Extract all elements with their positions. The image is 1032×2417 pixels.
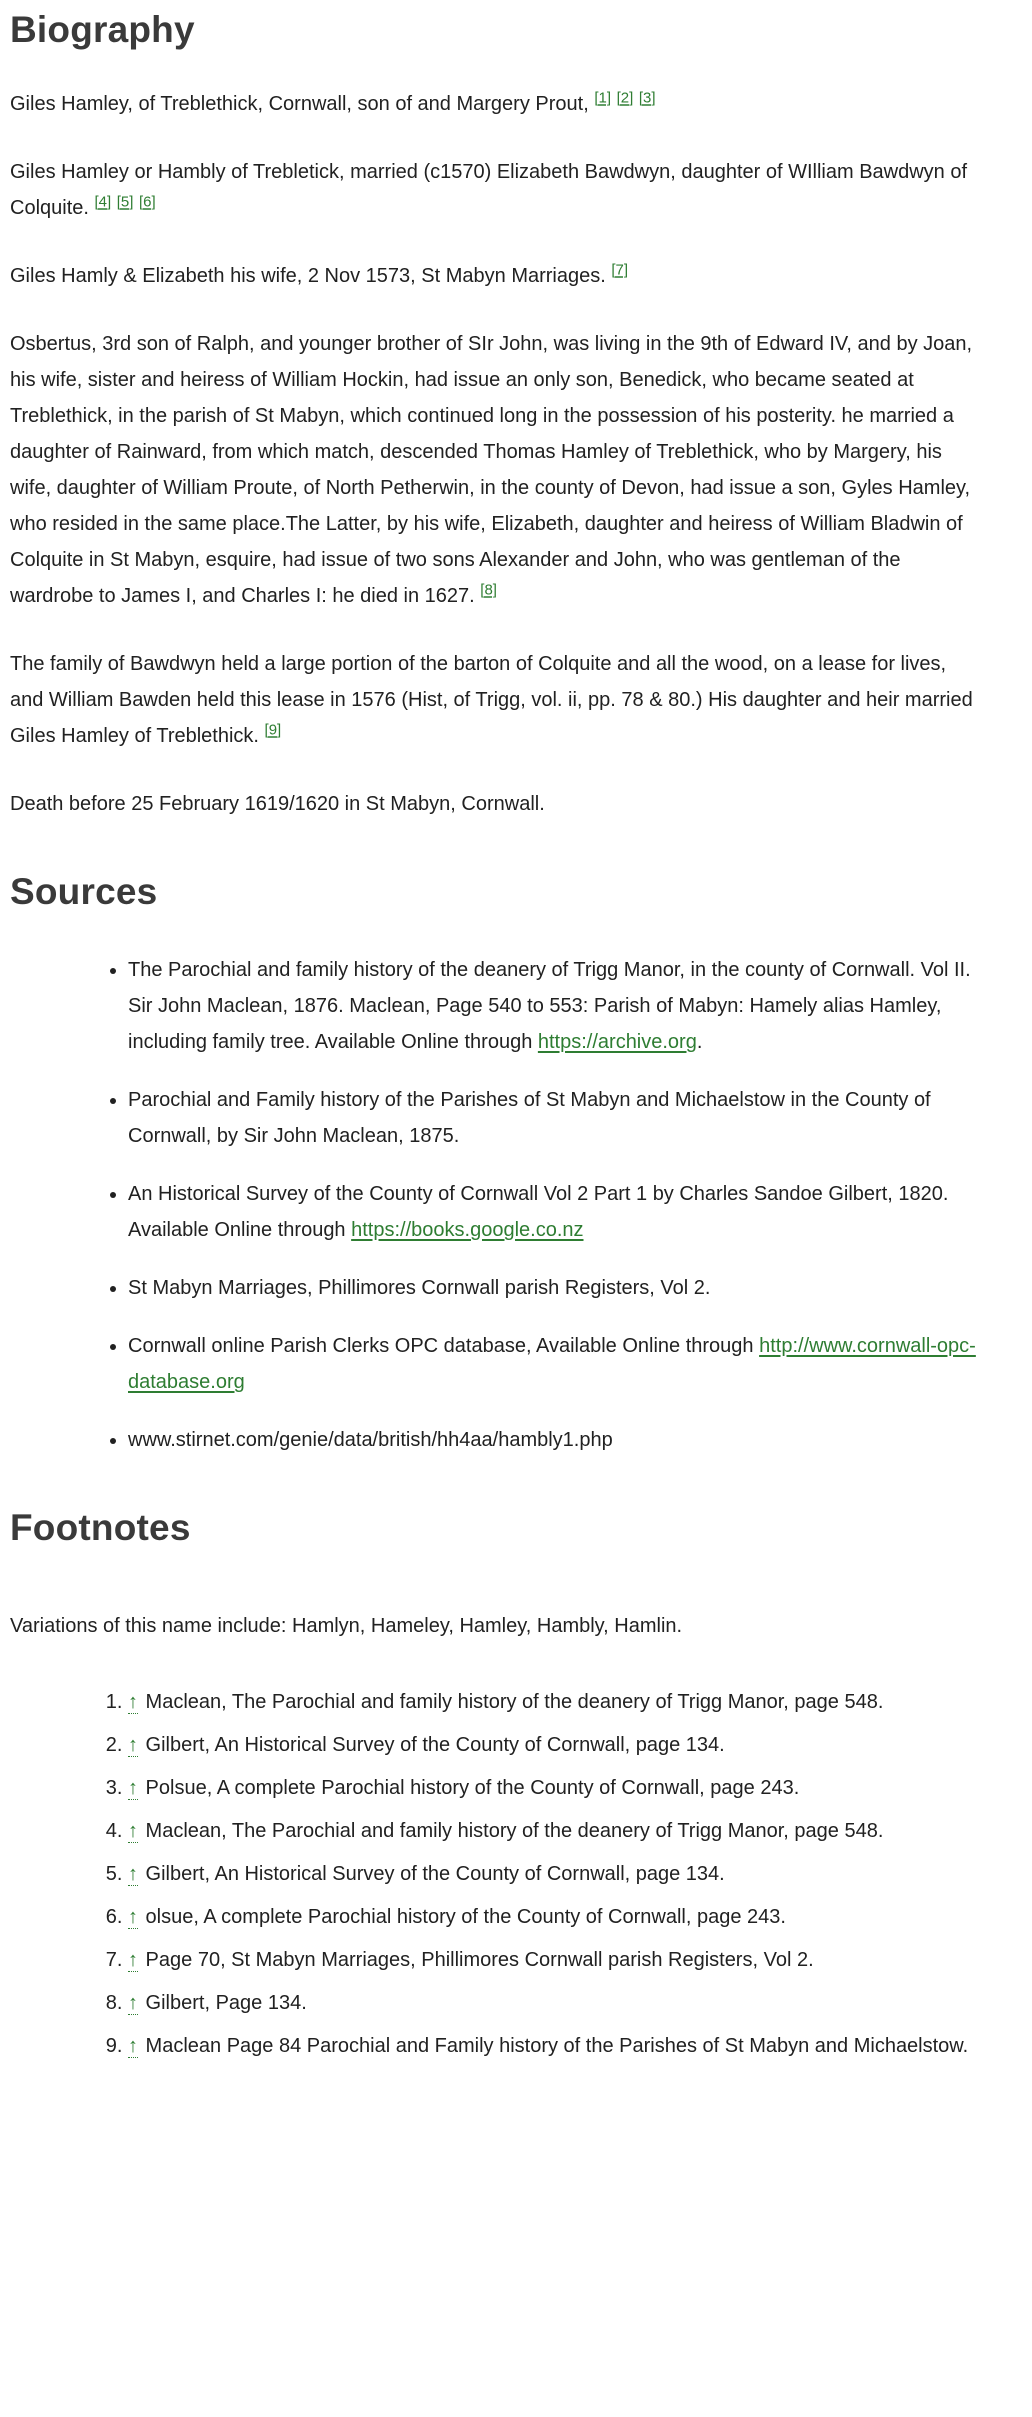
citation-ref: [1] <box>594 89 611 107</box>
citation-ref-link[interactable]: 3 <box>642 89 652 107</box>
source-item: • Parochial and Family history of the Parishes of St Mabyn and Michaelstow in the County of Cornwall, by Sir John Maclean, 1875. <box>128 1082 990 1154</box>
sources-heading: Sources <box>10 871 158 913</box>
footnote-item: 3. ↑ Polsue, A complete Parochial history of the County of Cornwall, page 243. <box>128 1770 990 1806</box>
citation-ref-link[interactable]: 2 <box>620 89 630 107</box>
citation-ref-link[interactable]: 8 <box>484 581 493 599</box>
citation-ref: [6] <box>139 193 156 211</box>
citation-ref: [4] <box>94 193 112 211</box>
footnote-item: 7. ↑ Page 70, St Mabyn Marriages, Phillimores Cornwall parish Registers, Vol 2. <box>128 1942 990 1978</box>
biography-section <box>10 86 990 822</box>
citation-ref-link[interactable]: 4 <box>98 193 108 211</box>
external-link[interactable]: http://www.cornwall-opc-database.org <box>128 1335 976 1394</box>
citation-ref: [5] <box>116 193 134 211</box>
citation-ref-link[interactable]: 9 <box>268 721 278 739</box>
footnote-item: 2. ↑ Gilbert, An Historical Survey of the County of Cornwall, page 134. <box>128 1727 990 1763</box>
footnote-item: 8. ↑ Gilbert, Page 134. <box>128 1985 990 2021</box>
footnote-item: 4. ↑ Maclean, The Parochial and family history of the deanery of Trigg Manor, page 548. <box>128 1813 990 1849</box>
footnote-item: 9. ↑ Maclean Page 84 Parochial and Family history of the Parishes of St Mabyn and Michaelstow. <box>128 2028 990 2064</box>
external-link[interactable]: https://archive.org <box>537 1031 697 1054</box>
footnote-backref-arrow[interactable]: ↑ <box>128 1906 138 1929</box>
biography-heading: Biography <box>10 9 195 50</box>
footnote-item: 6. ↑ olsue, A complete Parochial history of the County of Cornwall, page 243. <box>128 1899 990 1935</box>
citation-ref-link[interactable]: 7 <box>615 261 624 279</box>
sources-list <box>10 952 990 1458</box>
source-item: • www.stirnet.com/genie/data/british/hh4aa/hambly1.php <box>128 1422 990 1458</box>
footnote-backref-arrow[interactable]: ↑ <box>128 1777 138 1800</box>
citation-ref: [2] <box>616 89 634 107</box>
footnote-backref-arrow[interactable]: ↑ <box>128 1734 138 1757</box>
footnote-backref-arrow[interactable]: ↑ <box>128 1691 138 1714</box>
footnote-backref-arrow[interactable]: ↑ <box>128 1992 138 2015</box>
citation-ref-link[interactable]: 1 <box>598 89 607 107</box>
footnote-backref-arrow[interactable]: ↑ <box>128 1820 138 1843</box>
biography-paragraph: Death before 25 February 1619/1620 in St Mabyn, Cornwall. <box>10 793 545 816</box>
footnotes-heading: Footnotes <box>10 1507 191 1549</box>
biography-paragraph: Giles Hamly & Elizabeth his wife, 2 Nov 1573, St Mabyn Marriages. [7] <box>10 261 629 288</box>
footnote-item: 1. ↑ Maclean, The Parochial and family history of the deanery of Trigg Manor, page 548. <box>128 1684 990 1720</box>
source-item: • The Parochial and family history of the deanery of Trigg Manor, in the county of Cornwall. Vol II. Sir John Maclean, 1876. Maclean, Page 540 to 553: Parish of Mabyn: Hamely alias Hamley, including family tree. Available Online through https://archive.org. <box>128 952 990 1060</box>
footnotes-list <box>10 1684 990 2064</box>
external-link[interactable]: https://books.google.co.nz <box>351 1219 584 1242</box>
citation-ref: [7] <box>611 261 629 279</box>
citation-ref-link[interactable]: 6 <box>143 193 152 211</box>
source-item: • St Mabyn Marriages, Phillimores Cornwall parish Registers, Vol 2. <box>128 1270 990 1306</box>
footnote-backref-arrow[interactable]: ↑ <box>128 1863 138 1886</box>
footnote-item: 5. ↑ Gilbert, An Historical Survey of the County of Cornwall, page 134. <box>128 1856 990 1892</box>
citation-ref: [9] <box>264 721 282 739</box>
source-item: • Cornwall online Parish Clerks OPC database, Available Online through http://www.cornwall-opc-database.org <box>128 1328 990 1400</box>
footnote-backref-arrow[interactable]: ↑ <box>128 1949 138 1972</box>
biography-paragraph: The family of Bawdwyn held a large portion of the barton of Colquite and all the wood, on a lease for lives, and William Bawden held this lease in 1576 (Hist, of Trigg, vol. ii, pp. 78 & 80.) His daughter and heir married Giles Hamley of Treblethick. [9] <box>10 653 973 748</box>
biography-paragraph: Osbertus, 3rd son of Ralph, and younger brother of SIr John, was living in the 9th of Edward IV, and by Joan, his wife, sister and heiress of William Hockin, had issue an only son, Benedick, who became seated at Treblethick, in the parish of St Mabyn, which continued long in the possession of his posterity. he married a daughter of Rainward, from which match, descended Thomas Hamley of Treblethick, who by Margery, his wife, daughter of William Proute, of North Petherwin, in the county of Devon, had issue a son, Gyles Hamley, who resided in the same place.The Latter, by his wife, Elizabeth, daughter and heiress of William Bladwin of Colquite in St Mabyn, esquire, had issue of two sons Alexander and John, who was gentleman of the wardrobe to James I, and Charles I: he died in 1627. [8] <box>10 333 973 608</box>
citation-ref: [3] <box>638 89 656 107</box>
biography-paragraph: Giles Hamley, of Treblethick, Cornwall, son of and Margery Prout, [1] [2] [3] <box>10 89 656 116</box>
biography-paragraph: Giles Hamley or Hambly of Trebletick, married (c1570) Elizabeth Bawdwyn, daughter of WIlliam Bawdwyn of Colquite. [4] [5] [6] <box>10 161 968 220</box>
name-variations-text: Variations of this name include: Hamlyn, Hameley, Hamley, Hambly, Hamlin. <box>10 1615 683 1638</box>
citation-ref-link[interactable]: 5 <box>120 193 130 211</box>
citation-ref: [8] <box>480 581 497 599</box>
footnote-backref-arrow[interactable]: ↑ <box>128 2035 138 2058</box>
source-item: • An Historical Survey of the County of Cornwall Vol 2 Part 1 by Charles Sandoe Gilbert, 1820. Available Online through https://books.google.co.nz <box>128 1176 990 1248</box>
